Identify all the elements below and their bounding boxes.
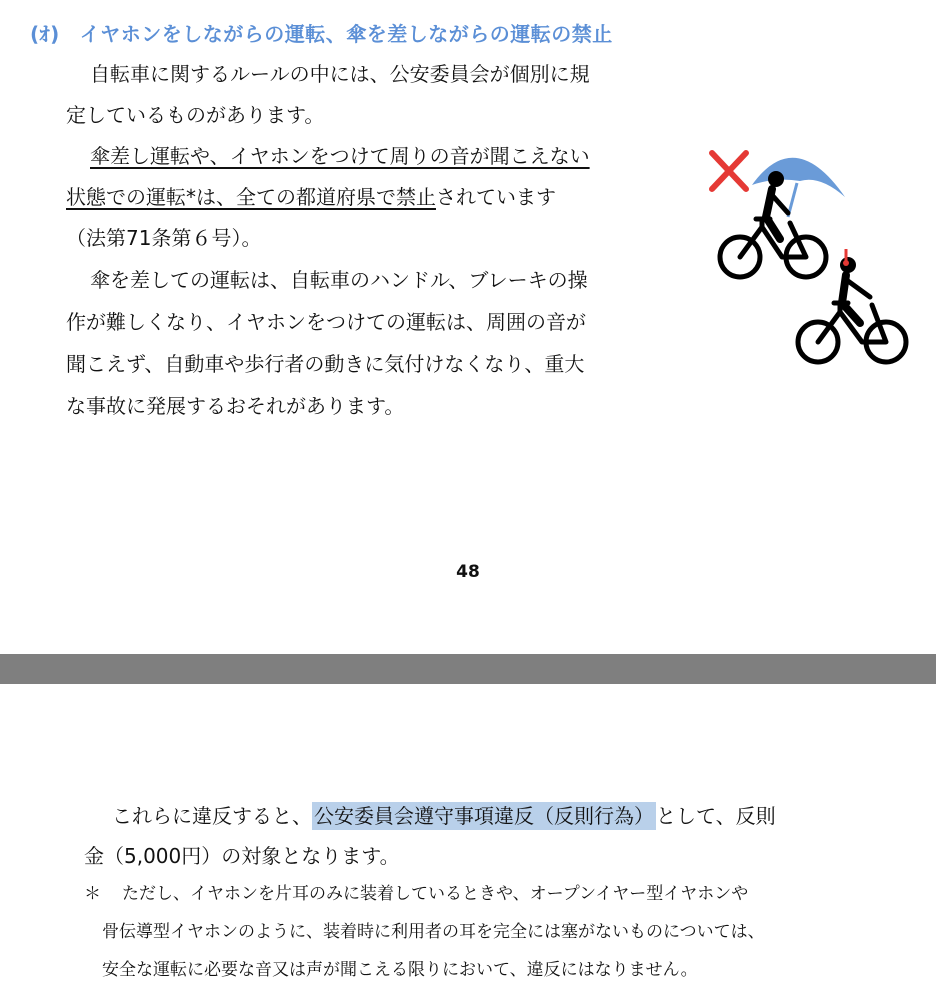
note-line-2: 骨伝導型イヤホンのように、装着時に利用者の耳を完全には塞がないものについては、 [102, 922, 765, 942]
note-line-1: ただし、イヤホンを片耳のみに装着しているときや、オープンイヤー型イヤホンや [122, 884, 749, 904]
paragraph-2-line-2 [66, 177, 556, 218]
paragraph-3-line-3: 聞こえず、自動車や歩行者の動きに気付けなくなり、重大 [66, 352, 585, 376]
paragraph-3-line-4: な事故に発展するおそれがあります。 [66, 394, 405, 418]
underlined-rule: 状態での運転*は、全ての都道府県で禁止 [66, 185, 436, 209]
penalty-text-suffix: として、反則 [656, 804, 776, 828]
page-separator [0, 654, 936, 684]
section-heading [30, 18, 613, 47]
paragraph-3-line-2: 作が難しくなり、イヤホンをつけての運転は、周囲の音が [66, 310, 586, 334]
note-line-3: 安全な運転に必要な音又は声が聞こえる限りにおいて、違反にはなりません。 [102, 960, 698, 980]
law-reference: （法第71条第６号）。 [66, 226, 262, 250]
rule-suffix: されています [436, 185, 556, 209]
paragraph-1-line-1: 自転車に関するルールの中には、公安委員会が個別に規 [90, 62, 590, 86]
paragraph-2-line-1: 傘差し運転や、イヤホンをつけて周りの音が聞こえない [90, 144, 590, 168]
penalty-line-1 [112, 796, 776, 836]
cyclist-icon [720, 171, 826, 277]
cyclist-illustration [700, 135, 915, 375]
note-mark: ＊ [84, 884, 101, 904]
section-number: (ｵ) [30, 22, 60, 46]
page-number: 48 [456, 562, 480, 582]
document-page-bottom [0, 684, 936, 1001]
penalty-text-prefix: これらに違反すると、 [112, 804, 312, 828]
paragraph-1-line-2: 定しているものがあります。 [66, 103, 325, 127]
highlighted-violation: 公安委員会遵守事項違反（反則行為） [314, 804, 654, 828]
cross-mark-icon [712, 153, 746, 189]
penalty-line-2: 金（5,000円）の対象となります。 [84, 844, 400, 868]
paragraph-3-line-1: 傘を差しての運転は、自転車のハンドル、ブレーキの操 [90, 268, 588, 292]
section-title: イヤホンをしながらの運転、傘を差しながらの運転の禁止 [79, 22, 613, 46]
